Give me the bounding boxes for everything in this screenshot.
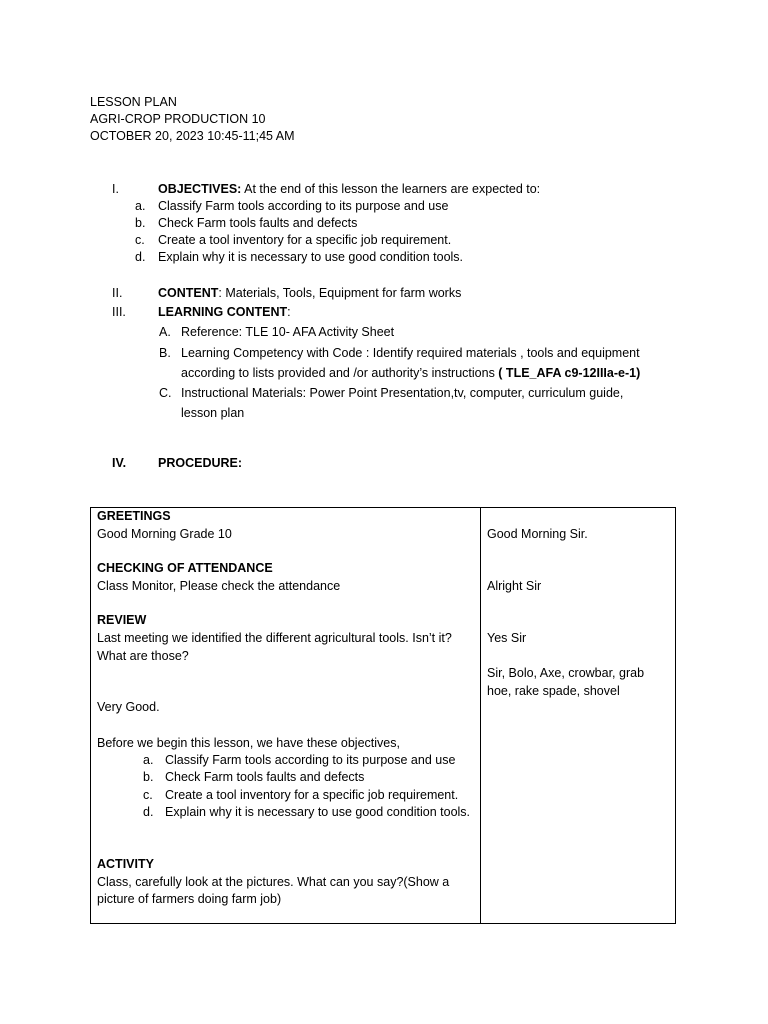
- learning-content-section: III. LEARNING CONTENT: A. Reference: TLE 10- AFA Activity Sheet B. Learning Competency with Code : Identify required materials , tools and equipment according to lists provided and /or authority’s instructions ( TLE_AFA c9-12IIIa-e-1) C. Instructional Materials: Power Point Presentation,tv, computer, curriculum guide, lesson plan: [112, 304, 672, 422]
- document-header: [90, 94, 295, 145]
- list-item: A. Reference: TLE 10- AFA Activity Sheet: [159, 325, 395, 339]
- content-section: [112, 285, 672, 302]
- header-title: LESSON PLAN: [90, 95, 177, 109]
- activity-line: Class, carefully look at the pictures. What can you say?(Show a: [97, 875, 450, 889]
- objectives-intro: At the end of this lesson the learners are expected to:: [241, 182, 541, 196]
- learning-content-numeral: III.: [112, 305, 126, 319]
- greetings-teacher: Good Morning Grade 10: [97, 527, 232, 541]
- objectives-heading: OBJECTIVES:: [158, 182, 242, 196]
- table-objective-item: a. Classify Farm tools according to its purpose and use: [143, 753, 456, 767]
- table-objective-item: b. Check Farm tools faults and defects: [143, 770, 365, 784]
- table-objective-item: c. Create a tool inventory for a specific job requirement.: [143, 788, 459, 802]
- list-item: c. Create a tool inventory for a specific job requirement.: [135, 233, 452, 247]
- review-teacher-line: Last meeting we identified the different agricultural tools. Isn’t it?: [97, 631, 452, 645]
- list-item: b. Check Farm tools faults and defects: [135, 216, 358, 230]
- objectives-section: [112, 181, 672, 266]
- learning-content-heading: LEARNING CONTENT: [158, 305, 288, 319]
- list-item-continuation: according to lists provided and /or authority’s instructions ( TLE_AFA c9-12IIIa-e-1): [181, 366, 641, 380]
- procedure-heading: PROCEDURE:: [158, 456, 243, 470]
- column-divider: [480, 508, 481, 923]
- list-item-continuation: lesson plan: [181, 406, 245, 420]
- content-numeral: II.: [112, 286, 123, 300]
- objectives-numeral: I.: [112, 182, 119, 196]
- activity-line: picture of farmers doing farm job): [97, 892, 282, 906]
- header-subject: AGRI-CROP PRODUCTION 10: [90, 112, 266, 126]
- review-student-answer: hoe, rake spade, shovel: [487, 684, 620, 698]
- list-item: C. Instructional Materials: Power Point Presentation,tv, computer, curriculum guide,: [159, 386, 624, 400]
- review-student-response: Yes Sir: [487, 631, 527, 645]
- very-good-text: Very Good.: [97, 700, 160, 714]
- table-objective-item: d. Explain why it is necessary to use good condition tools.: [143, 805, 471, 819]
- procedure-numeral: IV.: [112, 456, 127, 470]
- competency-code: ( TLE_AFA c9-12IIIa-e-1): [498, 366, 641, 380]
- activity-heading: ACTIVITY: [97, 857, 154, 871]
- attendance-student: Alright Sir: [487, 579, 542, 593]
- list-item: B. Learning Competency with Code : Identify required materials , tools and equipment: [159, 346, 640, 360]
- list-item: d. Explain why it is necessary to use good condition tools.: [135, 250, 464, 264]
- header-date: OCTOBER 20, 2023 10:45-11;45 AM: [90, 129, 295, 143]
- objectives-intro-text: Before we begin this lesson, we have these objectives,: [97, 736, 400, 750]
- review-heading: REVIEW: [97, 613, 147, 627]
- greetings-heading: GREETINGS: [97, 509, 171, 523]
- greetings-student: Good Morning Sir.: [487, 527, 588, 541]
- attendance-heading: CHECKING OF ATTENDANCE: [97, 561, 273, 575]
- list-item: a. Classify Farm tools according to its purpose and use: [135, 199, 449, 213]
- review-student-answer: Sir, Bolo, Axe, crowbar, grab: [487, 666, 645, 680]
- content-heading: CONTENT: [158, 286, 219, 300]
- procedure-section: [112, 455, 672, 472]
- procedure-table: [90, 507, 676, 924]
- content-text: : Materials, Tools, Equipment for farm works: [218, 286, 462, 300]
- review-teacher-line: What are those?: [97, 649, 189, 663]
- attendance-teacher: Class Monitor, Please check the attendance: [97, 579, 341, 593]
